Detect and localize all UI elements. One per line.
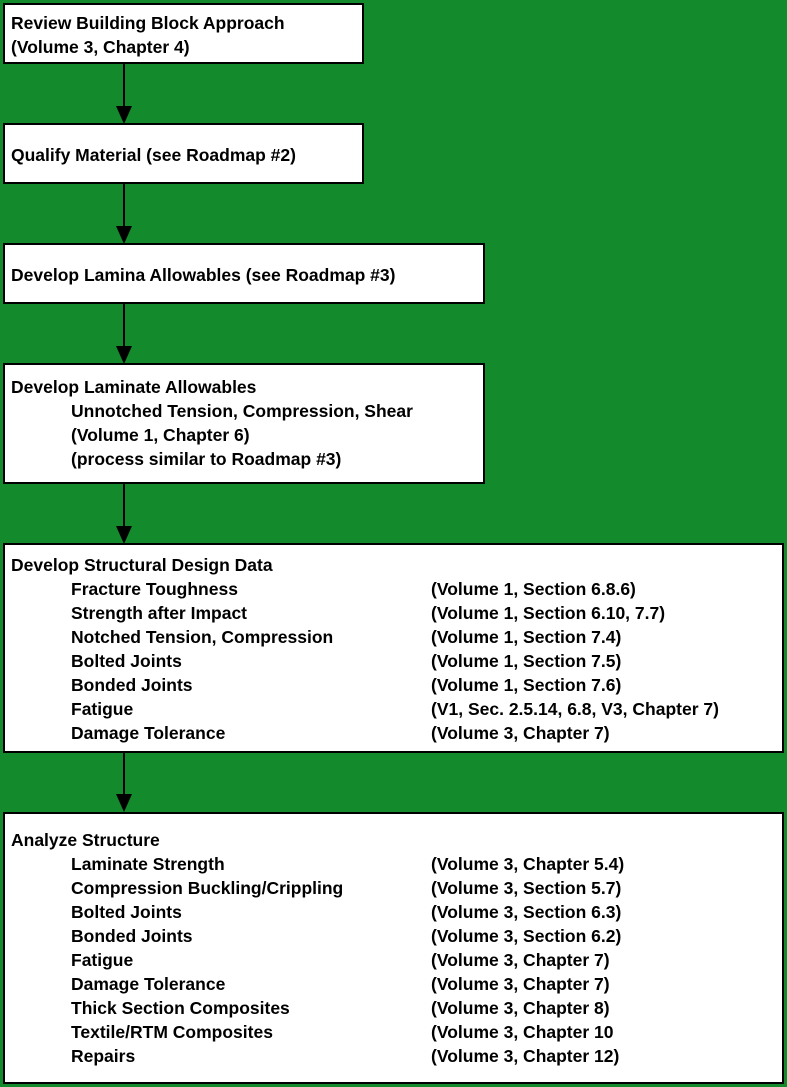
item-label: Textile/RTM Composites bbox=[71, 1022, 273, 1042]
list-item bbox=[11, 649, 782, 673]
item-label: Fatigue bbox=[71, 950, 134, 970]
item-reference: (Volume 3, Chapter 7) bbox=[431, 723, 610, 743]
item-label: Compression Buckling/Crippling bbox=[71, 878, 344, 898]
item-reference: (Volume 3, Chapter 8) bbox=[431, 998, 610, 1018]
item-label: Strength after Impact bbox=[71, 603, 247, 623]
item-reference: (Volume 3, Chapter 7) bbox=[431, 974, 610, 994]
item-reference: (Volume 1, Section 7.4) bbox=[431, 627, 622, 647]
item-reference: (Volume 3, Section 5.7) bbox=[431, 878, 622, 898]
list-item bbox=[11, 1044, 782, 1068]
box-title: Analyze Structure bbox=[11, 830, 160, 850]
review-building-block-box bbox=[3, 3, 364, 64]
list-item bbox=[11, 996, 782, 1020]
arrow-2-to-3 bbox=[116, 183, 132, 244]
qualify-material-box bbox=[3, 123, 364, 184]
box-reference: (Volume 3, Chapter 4) bbox=[11, 37, 190, 57]
list-item bbox=[11, 876, 782, 900]
box-title: Review Building Block Approach bbox=[11, 13, 285, 33]
item-label: Bonded Joints bbox=[71, 926, 193, 946]
box-title: Qualify Material (see Roadmap #2) bbox=[11, 145, 296, 165]
list-item bbox=[11, 924, 782, 948]
lamina-allowables-box bbox=[3, 243, 485, 304]
laminate-allowables-box bbox=[3, 363, 485, 484]
list-item bbox=[11, 625, 782, 649]
list-item bbox=[11, 601, 782, 625]
box-line: (Volume 1, Chapter 6) bbox=[71, 425, 250, 445]
analyze-structure-box bbox=[3, 812, 784, 1084]
item-label: Notched Tension, Compression bbox=[71, 627, 334, 647]
item-reference: (Volume 3, Section 6.2) bbox=[431, 926, 622, 946]
arrow-5-to-6 bbox=[116, 752, 132, 812]
item-label: Thick Section Composites bbox=[71, 998, 290, 1018]
list-item bbox=[11, 948, 782, 972]
item-reference: (Volume 1, Section 6.8.6) bbox=[431, 579, 636, 599]
item-reference: (Volume 3, Chapter 10 bbox=[431, 1022, 614, 1042]
item-label: Damage Tolerance bbox=[71, 974, 226, 994]
item-reference: (Volume 1, Section 6.10, 7.7) bbox=[431, 603, 666, 623]
list-item bbox=[11, 697, 782, 721]
item-reference: (Volume 1, Section 7.5) bbox=[431, 651, 622, 671]
list-item bbox=[11, 900, 782, 924]
item-label: Repairs bbox=[71, 1046, 136, 1066]
item-label: Fatigue bbox=[71, 699, 134, 719]
list-item bbox=[11, 972, 782, 996]
item-label: Damage Tolerance bbox=[71, 723, 226, 743]
box-line: (process similar to Roadmap #3) bbox=[71, 449, 342, 469]
list-item bbox=[11, 721, 782, 745]
item-reference: (Volume 3, Chapter 5.4) bbox=[431, 854, 625, 874]
structural-design-data-box bbox=[3, 543, 784, 753]
item-label: Bolted Joints bbox=[71, 902, 182, 922]
box-title: Develop Lamina Allowables (see Roadmap #3) bbox=[11, 265, 396, 285]
arrow-1-to-2 bbox=[116, 63, 132, 124]
item-label: Laminate Strength bbox=[71, 854, 225, 874]
list-item bbox=[11, 577, 782, 601]
box-title: Develop Structural Design Data bbox=[11, 555, 273, 575]
item-reference: (V1, Sec. 2.5.14, 6.8, V3, Chapter 7) bbox=[431, 699, 719, 719]
item-reference: (Volume 3, Chapter 7) bbox=[431, 950, 610, 970]
list-item bbox=[11, 1020, 782, 1044]
item-label: Fracture Toughness bbox=[71, 579, 238, 599]
box-line: Unnotched Tension, Compression, Shear bbox=[71, 401, 413, 421]
item-reference: (Volume 1, Section 7.6) bbox=[431, 675, 622, 695]
arrow-4-to-5 bbox=[116, 483, 132, 544]
item-reference: (Volume 3, Chapter 12) bbox=[431, 1046, 620, 1066]
arrow-3-to-4 bbox=[116, 303, 132, 364]
item-label: Bolted Joints bbox=[71, 651, 182, 671]
item-reference: (Volume 3, Section 6.3) bbox=[431, 902, 622, 922]
item-label: Bonded Joints bbox=[71, 675, 193, 695]
list-item bbox=[11, 673, 782, 697]
box-title: Develop Laminate Allowables bbox=[11, 377, 257, 397]
list-item bbox=[11, 852, 782, 876]
